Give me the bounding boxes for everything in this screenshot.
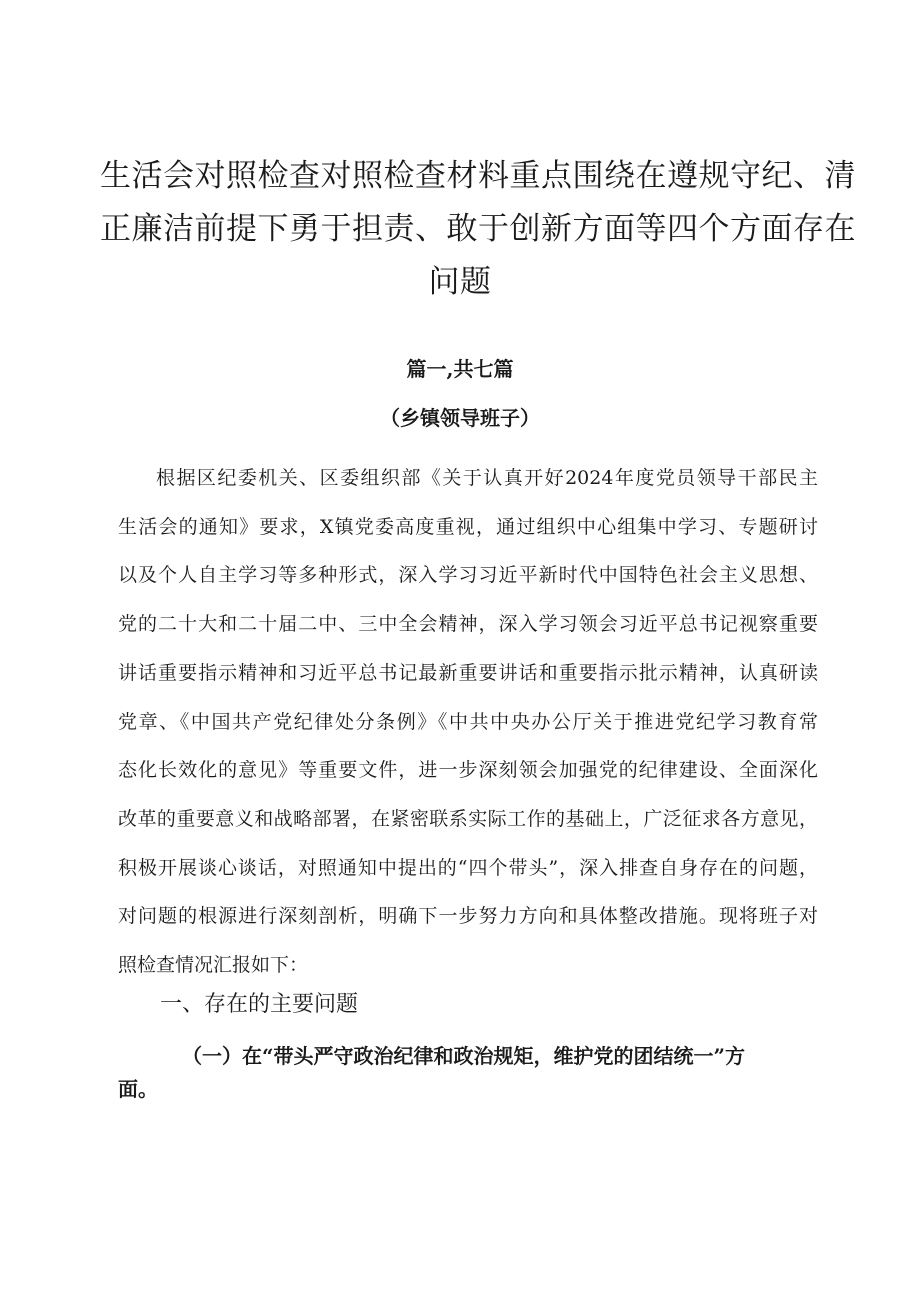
subsection-line: 面。 [118,1077,158,1101]
paragraph-line: 照检查情况汇报如下： [118,954,309,977]
paragraph-line: 党的二十大和二十届二中、三中全会精神，深入学习领会习近平总书记视察重要 [118,613,818,636]
paragraph-line: 以及个人自主学习等多种形式，深入学习习近平新时代中国特色社会主义思想、 [118,564,818,587]
document-title [100,150,856,309]
title-line: 问题 [428,264,492,300]
paragraph-line: 态化长效化的意见》等重要文件，进一步深刻领会加强党的纪律建设、全面深化 [118,759,818,782]
paragraph-line: 积极开展谈心谈话，对照通知中提出的“四个带头”，深入排查自身存在的问题， [118,856,818,879]
subsection-line: （一）在“带头严守政治纪律和政治规矩，维护党的团结统一”方 [182,1044,746,1068]
intro-paragraph [118,454,818,990]
section-heading: 一、存在的主要问题 [160,992,359,1017]
title-line: 正廉洁前提下勇于担责、敢于创新方面等四个方面存在 [100,211,856,247]
subsection-heading [118,1040,818,1106]
paragraph-line: 党章、《中国共产党纪律处分条例》《中共中央办公厅关于推进党纪学习教育常 [118,710,818,733]
org-label: （乡镇领导班子） [380,406,540,430]
title-line: 生活会对照检查对照检查材料重点围绕在遵规守纪、清 [100,158,856,194]
paragraph-line: 讲话重要指示精神和习近平总书记最新重要讲话和重要指示批示精神，认真研读 [118,661,818,684]
paragraph-line: 对问题的根源进行深刻剖析，明确下一步努力方向和具体整改措施。现将班子对 [118,905,818,928]
paragraph-line: 生活会的通知》要求，X镇党委高度重视，通过组织中心组集中学习、专题研讨 [118,515,818,538]
paragraph-line: 改革的重要意义和战略部署，在紧密联系实际工作的基础上，广泛征求各方意见， [118,807,818,830]
series-label: 篇一,共七篇 [406,357,514,381]
paragraph-line: 根据区纪委机关、区委组织部《关于认真开好2024年度党员领导干部民主 [156,467,818,489]
